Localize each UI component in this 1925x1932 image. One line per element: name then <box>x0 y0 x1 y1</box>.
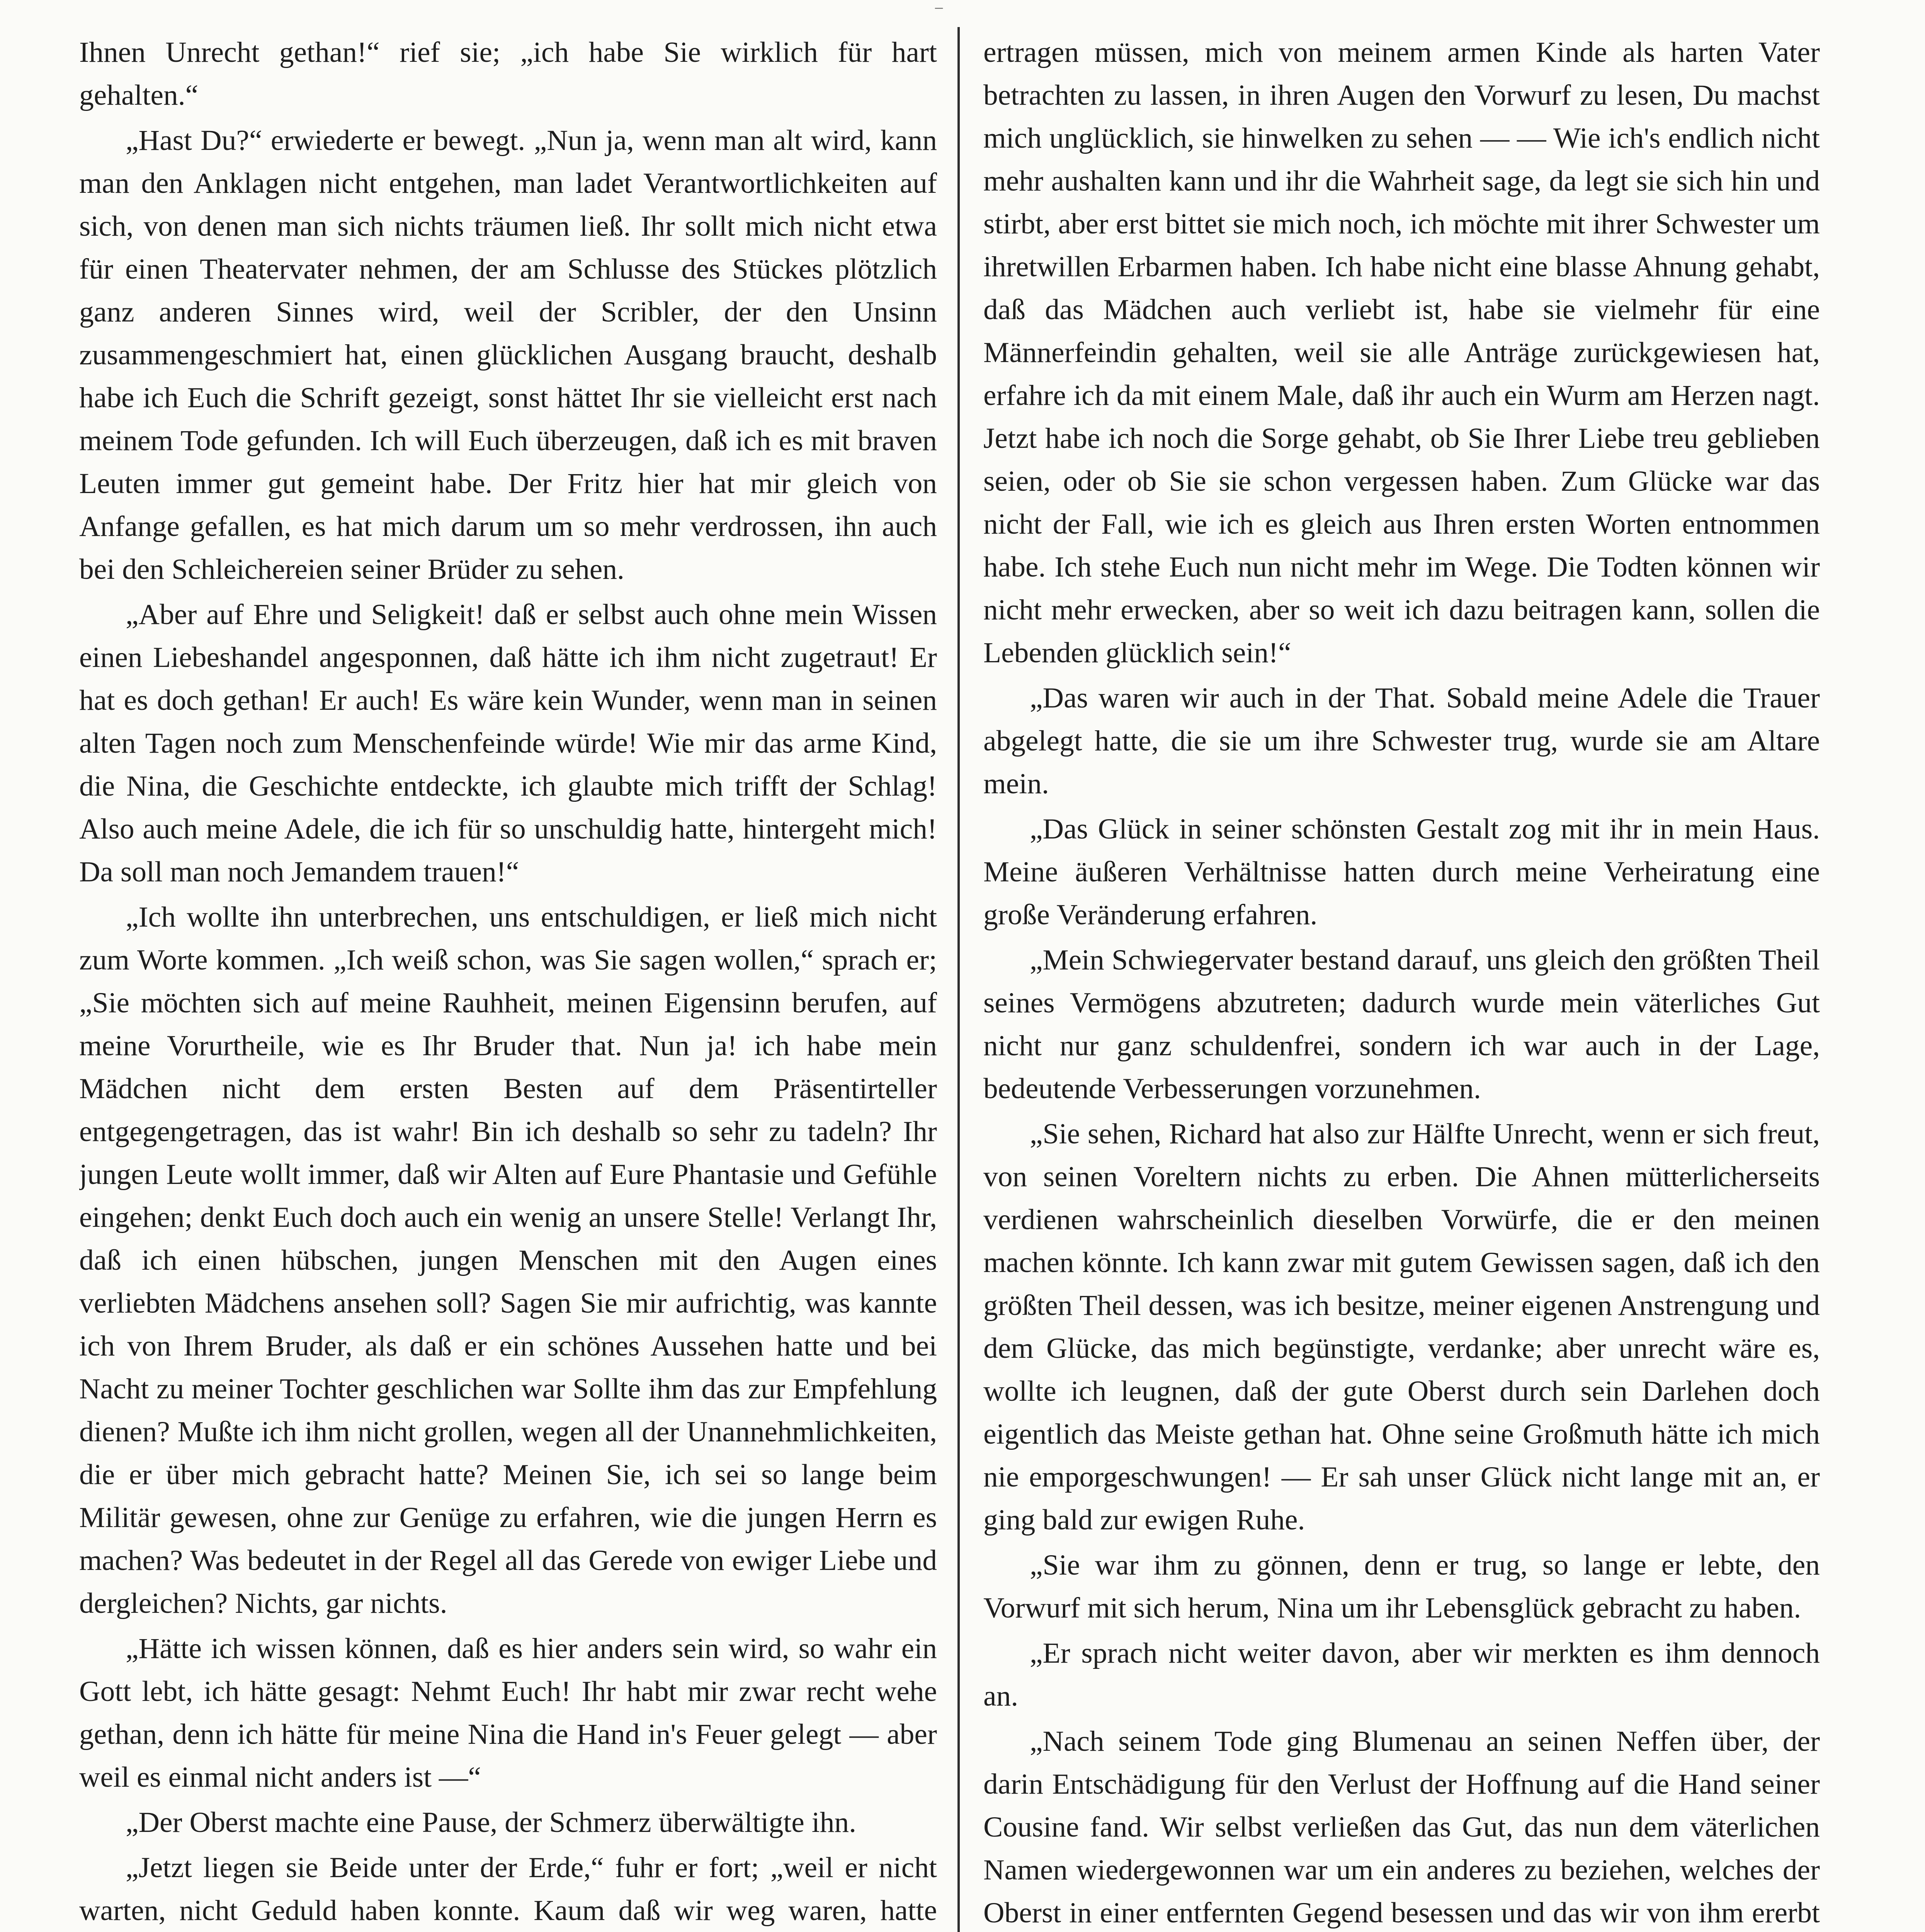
paragraph: „Aber auf Ehre und Seligkeit! daß er selbst auch ohne mein Wissen einen Liebeshandel angesponnen, daß hätte ich ihm nicht zugetraut! Er hat es doch gethan! Er auch! Es wäre kein Wunder, wenn man in seinen alten Tagen noch zum Menschenfeinde würde! Wie mir das arme Kind, die Nina, die Geschichte entdeckte, ich glaubte mich trifft der Schlag! Also auch meine Adele, die ich für so unschuldig hatte, hintergeht mich! Da soll man noch Jemandem trauen!“ <box>79 599 937 888</box>
paragraph: „Hast Du?“ erwiederte er bewegt. „Nun ja, wenn man alt wird, kann man den Anklagen nicht entgehen, man ladet Verantwortlichkeiten auf sich, von denen man sich nichts träumen ließ. Ihr sollt mich nicht etwa für einen Theatervater nehmen, der am Schlusse des Stückes plötzlich ganz anderen Sinnes wird, weil der Scribler, der den Unsinn zusammengeschmiert hat, einen glücklichen Ausgang braucht, deshalb habe ich Euch die Schrift gezeigt, sonst hättet Ihr sie vielleicht erst nach meinem Tode gefunden. Ich will Euch überzeugen, daß ich es mit braven Leuten immer gut gemeint habe. Der Fritz hier hat mir gleich von Anfange gefallen, es hat mich darum um so mehr verdrossen, ihn auch bei den Schleichereien seiner Brüder zu sehen. <box>79 124 937 585</box>
paragraph: Ihnen Unrecht gethan!“ rief sie; „ich habe Sie wirklich für hart gehalten.“ <box>79 36 937 111</box>
paragraph: „Jetzt liegen sie Beide unter der Erde,“ fuhr er fort; „weil er nicht warten, nicht Geduld haben konnte. Kaum daß wir weg waren, hatte <box>79 1852 937 1927</box>
paragraph: „Das waren wir auch in der That. Sobald meine Adele die Trauer abgelegt hatte, die sie um ihre Schwester trug, wurde sie am Altare mein. <box>983 682 1820 800</box>
left-text-column <box>79 31 937 1932</box>
page-top-mark: – <box>935 0 943 15</box>
paragraph: „Sie sehen, Richard hat also zur Hälfte Unrecht, wenn er sich freut, von seinen Voreltern nichts zu erben. Die Ahnen mütterlicherseits verdienen wahrscheinlich dieselben Vorwürfe, die er den meinen machen könnte. Ich kann zwar mit gutem Gewissen sagen, daß ich den größten Theil dessen, was ich besitze, meiner eigenen Anstrengung und dem Glücke, das mich begünstigte, verdanke; aber unrecht wäre es, wollte ich leugnen, daß der gute Oberst durch sein Darlehen doch eigentlich das Meiste gethan hat. Ohne seine Großmuth hätte ich mich nie emporgeschwungen! — Er sah unser Glück nicht lange mit an, er ging bald zur ewigen Ruhe. <box>983 1118 1820 1536</box>
paragraph: „Hätte ich wissen können, daß es hier anders sein wird, so wahr ein Gott lebt, ich hätte gesagt: Nehmt Euch! Ihr habt mir zwar recht wehe gethan, denn ich hätte für meine Nina die Hand in's Feuer gelegt — aber weil es einmal nicht anders ist —“ <box>79 1633 937 1793</box>
paragraph: ertragen müssen, mich von meinem armen Kinde als harten Vater betrachten zu lassen, in ihren Augen den Vorwurf zu lesen, Du machst mich unglücklich, sie hinwelken zu sehen — — Wie ich's endlich nicht mehr aushalten kann und ihr die Wahrheit sage, da legt sie sich hin und stirbt, aber erst bittet sie mich noch, ich möchte mit ihrer Schwester um ihretwillen Erbarmen haben. Ich habe nicht eine blasse Ahnung gehabt, daß das Mädchen auch verliebt ist, habe sie vielmehr für eine Männerfeindin gehalten, weil sie alle Anträge zurückgewiesen hat, erfahre ich da mit einem Male, daß ihr auch ein Wurm am Herzen nagt. Jetzt habe ich noch die Sorge gehabt, ob Sie Ihrer Liebe treu geblieben seien, oder ob Sie sie schon vergessen haben. Zum Glücke war das nicht der Fall, wie ich es gleich aus Ihren ersten Worten entnommen habe. Ich stehe Euch nun nicht mehr im Wege. Die Todten können wir nicht mehr erwecken, aber so weit ich dazu beitragen kann, sollen die Lebenden glücklich sein!“ <box>983 36 1820 669</box>
column-divider <box>957 27 960 1932</box>
paragraph: „Sie war ihm zu gönnen, denn er trug, so lange er lebte, den Vorwurf mit sich herum, Nina um ihr Lebensglück gebracht zu haben. <box>983 1549 1820 1624</box>
paragraph: „Mein Schwiegervater bestand darauf, uns gleich den größten Theil seines Vermögens abzutreten; dadurch wurde mein väterliches Gut nicht nur ganz schuldenfrei, sondern ich war auch in der Lage, bedeutende Verbesserungen vorzunehmen. <box>983 944 1820 1105</box>
paragraph: „Der Oberst machte eine Pause, der Schmerz überwältigte ihn. <box>126 1806 856 1838</box>
paragraph: „Das Glück in seiner schönsten Gestalt zog mit ihr in mein Haus. Meine äußeren Verhältnisse hatten durch meine Verheiratung eine große Veränderung erfahren. <box>983 813 1820 931</box>
paragraph: „Ich wollte ihn unterbrechen, uns entschuldigen, er ließ mich nicht zum Worte kommen. „Ich weiß schon, was Sie sagen wollen,“ sprach er; „Sie möchten sich auf meine Rauhheit, meinen Eigensinn berufen, auf meine Vorurtheile, wie es Ihr Bruder that. Nun ja! ich habe mein Mädchen nicht dem ersten Besten auf dem Präsentirteller entgegengetragen, das ist wahr! Bin ich deshalb so sehr zu tadeln? Ihr jungen Leute wollt immer, daß wir Alten auf Eure Phantasie und Gefühle eingehen; denkt Euch doch auch ein wenig an unsere Stelle! Verlangt Ihr, daß ich einen hübschen, jungen Menschen mit den Augen eines verliebten Mädchens ansehen soll? Sagen Sie mir aufrichtig, was kannte ich von Ihrem Bruder, als daß er ein schönes Aussehen hatte und bei Nacht zu meiner Tochter geschlichen war Sollte ihm das zur Empfehlung dienen? Mußte ich ihm nicht grollen, wegen all der Unannehmlichkeiten, die er über mich gebracht hatte? Meinen Sie, ich sei so lange beim Militär gewesen, ohne zur Genüge zu erfahren, wie die jungen Herrn es machen? Was bedeutet in der Regel all das Gerede von ewiger Liebe und dergleichen? Nichts, gar nichts. <box>79 901 937 1619</box>
paragraph: „Nach seinem Tode ging Blumenau an seinen Neffen über, der darin Entschädigung für den Verlust der Hoffnung auf die Hand seiner Cousine fand. Wir selbst verließen das Gut, das nun dem väterlichen Namen wiedergewonnen war um ein anderes zu beziehen, welches der Oberst in einer entfernten Gegend besessen und das wir von ihm ererbt <box>983 1725 1820 1929</box>
right-text-column <box>983 31 1820 1932</box>
paragraph: „Er sprach nicht weiter davon, aber wir merkten es ihm dennoch an. <box>983 1637 1820 1712</box>
